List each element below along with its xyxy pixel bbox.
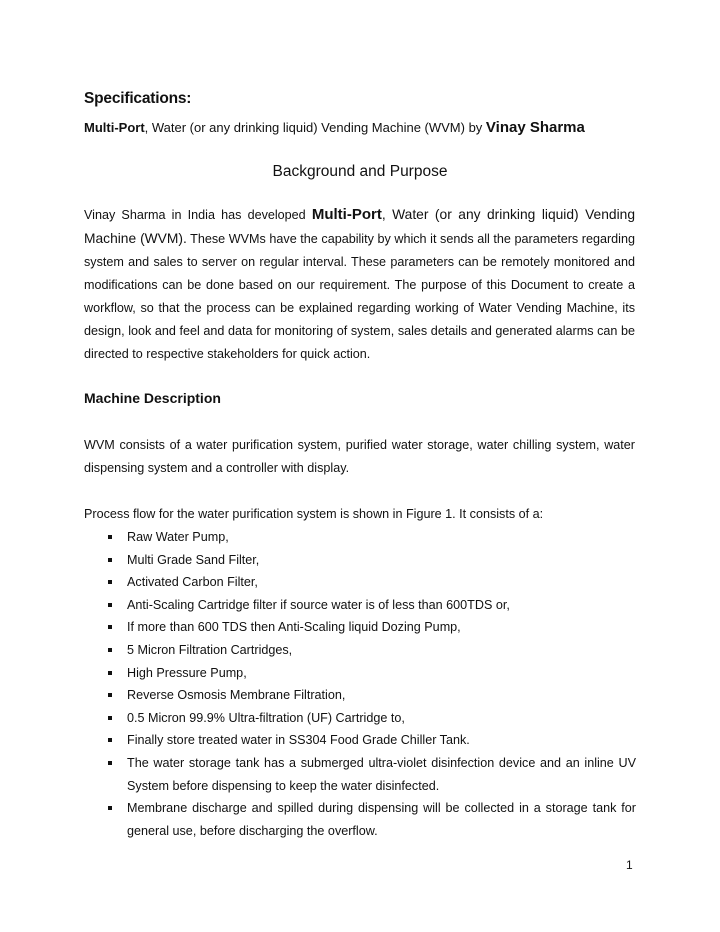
list-item: [108, 729, 636, 752]
list-item: [108, 549, 636, 572]
bullet-marker: [108, 806, 112, 810]
page-number: 1: [626, 858, 633, 872]
list-item-text: Raw Water Pump,: [127, 530, 229, 544]
list-item: [108, 594, 636, 617]
process-flow-intro: Process flow for the water purification system is shown in Figure 1. It consists of a:: [84, 507, 544, 521]
bullet-marker: [108, 535, 112, 539]
list-item: [108, 684, 636, 707]
list-item-text: Membrane discharge and spilled during dispensing will be collected in a storage tank for general use, before discharging the overflow.: [127, 801, 636, 838]
list-item: [108, 797, 636, 842]
list-item: [108, 571, 636, 594]
subtitle-author: Vinay Sharma: [485, 119, 585, 136]
bullet-marker: [108, 580, 112, 584]
document-title: Specifications:: [84, 90, 192, 107]
bullet-marker: [108, 738, 112, 742]
list-item: [108, 752, 636, 797]
bullet-marker: [108, 558, 112, 562]
list-item: [108, 662, 636, 685]
bullet-marker: [108, 603, 112, 607]
bullet-marker: [108, 625, 112, 629]
list-item-text: If more than 600 TDS then Anti-Scaling liquid Dozing Pump,: [127, 620, 461, 635]
bullet-marker: [108, 693, 112, 697]
machine-description-heading: Machine Description: [84, 390, 221, 406]
background-product-name: Multi-Port: [311, 206, 382, 223]
list-item-text: High Pressure Pump,: [127, 665, 247, 680]
background-heading: Background and Purpose: [272, 163, 448, 180]
list-item-text: Multi Grade Sand Filter,: [127, 552, 260, 567]
list-item: [108, 526, 636, 549]
machine-description-paragraph: WVM consists of a water purification system, purified water storage, water chilling system, water dispensing system and a controller with display.: [84, 438, 635, 475]
list-item: [108, 616, 636, 639]
list-item-text: Anti-Scaling Cartridge filter if source water is of less than 600TDS or,: [127, 597, 510, 612]
bullet-marker: [108, 648, 112, 652]
document-subtitle: [84, 119, 644, 136]
list-item: [108, 639, 636, 662]
bullet-marker: [108, 716, 112, 720]
process-flow-list: [108, 526, 636, 842]
background-paragraph: [84, 203, 635, 366]
background-product-description: , Water (or any drinking liquid) Vending Machine (WVM).: [84, 207, 635, 246]
list-item-text: Finally store treated water in SS304 Food Grade Chiller Tank.: [127, 733, 470, 748]
list-item-text: Reverse Osmosis Membrane Filtration,: [127, 688, 346, 703]
bullet-marker: [108, 761, 112, 765]
subtitle-description: , Water (or any drinking liquid) Vending Machine (WVM) by: [144, 120, 486, 135]
list-item: [108, 707, 636, 730]
subtitle-product-name: Multi-Port: [84, 120, 145, 135]
background-intro: Vinay Sharma in India has developed: [84, 208, 312, 222]
bullet-marker: [108, 671, 112, 675]
background-body: These WVMs have the capability by which it sends all the parameters regarding system and sales to server on regular interval. These parameters can be remotely monitored and modifications can be done based on our requirement. The purpose of this Document to create a workflow, so that the process can be explained regarding working of Water Vending Machine, its design, look and feel and data for monitoring of system, sales details and generated alarms can be directed to respective stakeholders for quick action.: [84, 232, 635, 361]
list-item-text: 5 Micron Filtration Cartridges,: [127, 642, 293, 657]
list-item-text: 0.5 Micron 99.9% Ultra-filtration (UF) Cartridge to,: [127, 710, 405, 725]
list-item-text: Activated Carbon Filter,: [127, 575, 258, 590]
list-item-text: The water storage tank has a submerged ultra-violet disinfection device and an inline UV System before dispensing to keep the water disinfected.: [127, 755, 636, 793]
